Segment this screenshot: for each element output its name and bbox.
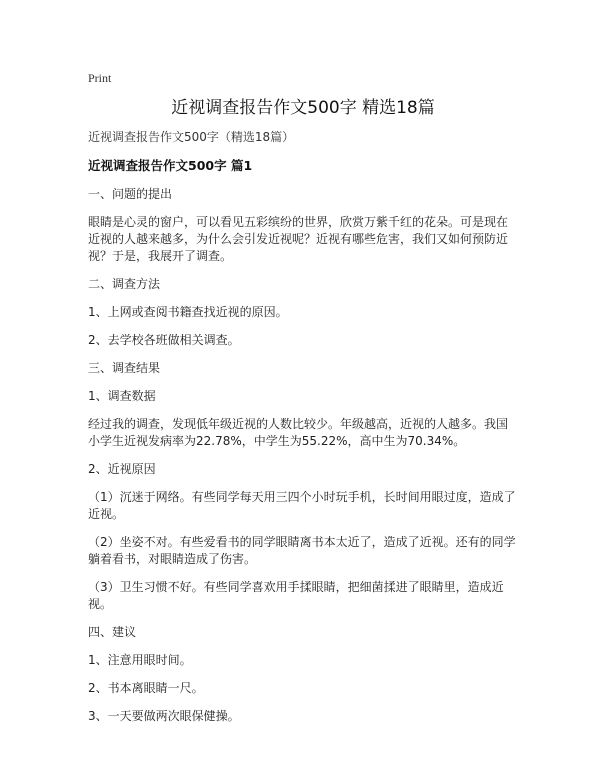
paragraph-method-1: 1、上网或查阅书籍查找近视的原因。 (88, 305, 288, 319)
document-subtitle: 近视调查报告作文500字（精选18篇） (88, 130, 295, 144)
print-link[interactable]: Print (88, 71, 112, 85)
paragraph-data: 经过我的调查，发现低年级近视的人数比较少。年级越高，近视的人越多。我国小学生近视发病率为22.78%，中学生为55.22%，高中生为70.34%。 (88, 417, 509, 448)
paragraph-method-2: 2、去学校各班做相关调查。 (88, 333, 240, 347)
paragraph-heading-problem: 一、问题的提出 (88, 187, 173, 201)
paragraph-cause-1: （1）沉迷于网络。有些同学每天用三四个小时玩手机，长时间用眼过度，造成了近视。 (88, 490, 516, 521)
paragraph-cause-2: （2）坐姿不对。有些爱看书的同学眼睛离书本太近了，造成了近视。还有的同学躺着看书，对眼睛造成了伤害。 (88, 535, 516, 566)
document-title: 近视调查报告作文500字 精选18篇 (171, 98, 435, 118)
paragraph-heading-suggestions: 四、建议 (88, 625, 137, 639)
section-heading: 近视调查报告作文500字 篇1 (88, 158, 253, 173)
paragraph-suggestion-1: 1、注意用眼时间。 (88, 653, 192, 667)
paragraph-intro: 眼睛是心灵的窗户，可以看见五彩缤纷的世界，欣赏万紫千红的花朵。可是现在近视的人越来越多，为什么会引发近视呢？近视有哪些危害，我们又如何预防近视？于是，我展开了调查。 (88, 215, 509, 263)
paragraph-heading-data: 1、调查数据 (88, 389, 156, 403)
paragraph-suggestion-2: 2、书本离眼睛一尺。 (88, 681, 204, 695)
article-body (88, 186, 518, 725)
paragraph-cause-3: （3）卫生习惯不好。有些同学喜欢用手揉眼睛，把细菌揉进了眼睛里，造成近视。 (88, 580, 504, 611)
paragraph-heading-results: 三、调查结果 (88, 361, 161, 375)
paragraph-suggestion-3: 3、一天要做两次眼保健操。 (88, 709, 240, 723)
paragraph-heading-causes: 2、近视原因 (88, 462, 156, 476)
paragraph-heading-method: 二、调查方法 (88, 277, 161, 291)
